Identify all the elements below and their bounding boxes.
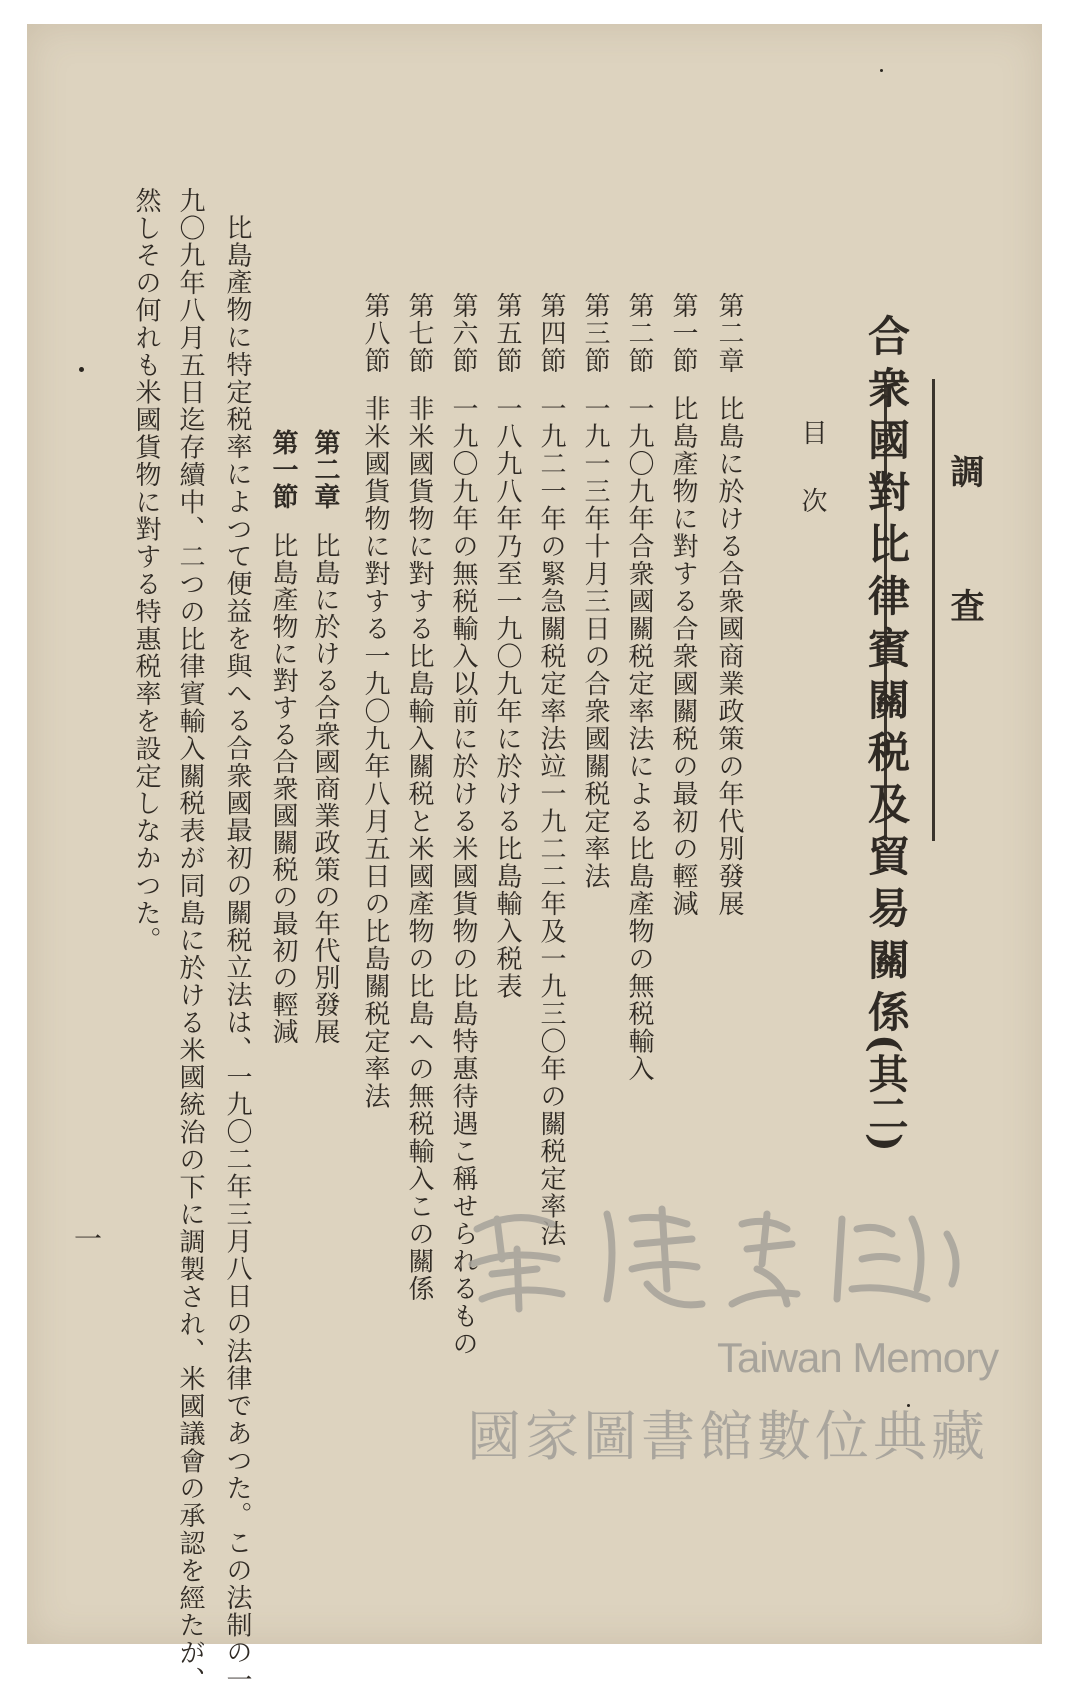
body-line: 九〇九年八月五日迄存續中、二つの比律賓輸入關税表が同島に於ける米國統治の下に調製され、米國議會の承認を經たが、: [175, 187, 205, 1694]
toc-item-text: 一九二一年の緊急關税定率法竝一九二二年及一九三〇年の關税定率法: [536, 394, 566, 1247]
toc-item-number: 第二章: [714, 292, 744, 375]
toc-item-number: 第六節: [448, 292, 478, 375]
page-number: 一: [70, 1224, 103, 1252]
toc-label: 目次: [797, 419, 827, 555]
toc-item-number: 第五節: [492, 292, 522, 375]
toc-item-number: 第七節: [404, 292, 434, 375]
toc-item: [538, 292, 564, 1247]
toc-item-text: 一九〇九年の無税輸入以前に於ける米國貨物の比島特惠待遇こ稱せられるもの: [448, 394, 478, 1357]
toc-item: [626, 292, 652, 1082]
toc-item: [582, 292, 608, 890]
section-title: 比島產物に對する合衆國關税の最初の輕減: [268, 532, 298, 1045]
toc-item-number: 第八節: [360, 292, 390, 375]
toc-item-text: 非米國貨物に對する一九〇九年八月五日の比島關税定率法: [360, 394, 390, 1110]
chapter-title: 比島に於ける合衆國商業政策の年代別發展: [310, 532, 340, 1045]
toc-item: [494, 292, 520, 1000]
watermark-chinese: 國家圖書館數位典藏: [467, 1405, 989, 1468]
toc-item-text: 一九〇九年合衆國關税定率法による比島產物の無税輸入: [624, 394, 654, 1082]
watermark-calligraphy: [457, 1189, 977, 1319]
toc-item: [406, 292, 432, 1302]
section-heading: 調査: [944, 454, 984, 722]
toc-item-text: 一八九八年乃至一九〇九年に於ける比島輸入税表: [492, 394, 522, 1000]
chapter-heading: [312, 429, 338, 1045]
body-line: 然しその何れも米國貨物に對する特惠税率を設定しなかつた。: [131, 187, 161, 955]
toc-item: [362, 292, 388, 1110]
toc-item-text: 一九一三年十月三日の合衆國關税定率法: [580, 394, 610, 890]
chapter-number: 第二章: [310, 429, 340, 510]
toc-item-number: 第一節: [668, 292, 698, 375]
section-number: 第一節: [268, 429, 298, 510]
heading-rule-right: [932, 379, 935, 841]
article-part: (其二): [862, 1034, 909, 1152]
body-line: 比島產物に特定税率によつて便益を與へる合衆國最初の關税立法は、一九〇二年三月八日の法律であつた。この法制の一: [222, 214, 252, 1694]
toc-item-text: 非米國貨物に對する比島輸入關税と米國產物の比島への無税輸入この關係: [404, 394, 434, 1302]
toc-item-text: 比島產物に對する合衆國關税の最初の輕減: [668, 394, 698, 917]
toc-item-number: 第二節: [624, 292, 654, 375]
document-page: [27, 24, 1042, 1694]
toc-item: [716, 292, 742, 917]
watermark-english: Taiwan Memory: [717, 1334, 999, 1381]
toc-item: [670, 292, 696, 917]
section-heading-first: [270, 429, 296, 1045]
toc-item-text: 比島に於ける合衆國商業政策の年代別發展: [714, 394, 744, 917]
ink-dot: [79, 367, 84, 372]
article-title: 合衆國對比律賓關税及貿易關係: [862, 314, 911, 1042]
ink-dot: [880, 69, 883, 72]
toc-item-number: 第三節: [580, 292, 610, 375]
toc-item-number: 第四節: [536, 292, 566, 375]
